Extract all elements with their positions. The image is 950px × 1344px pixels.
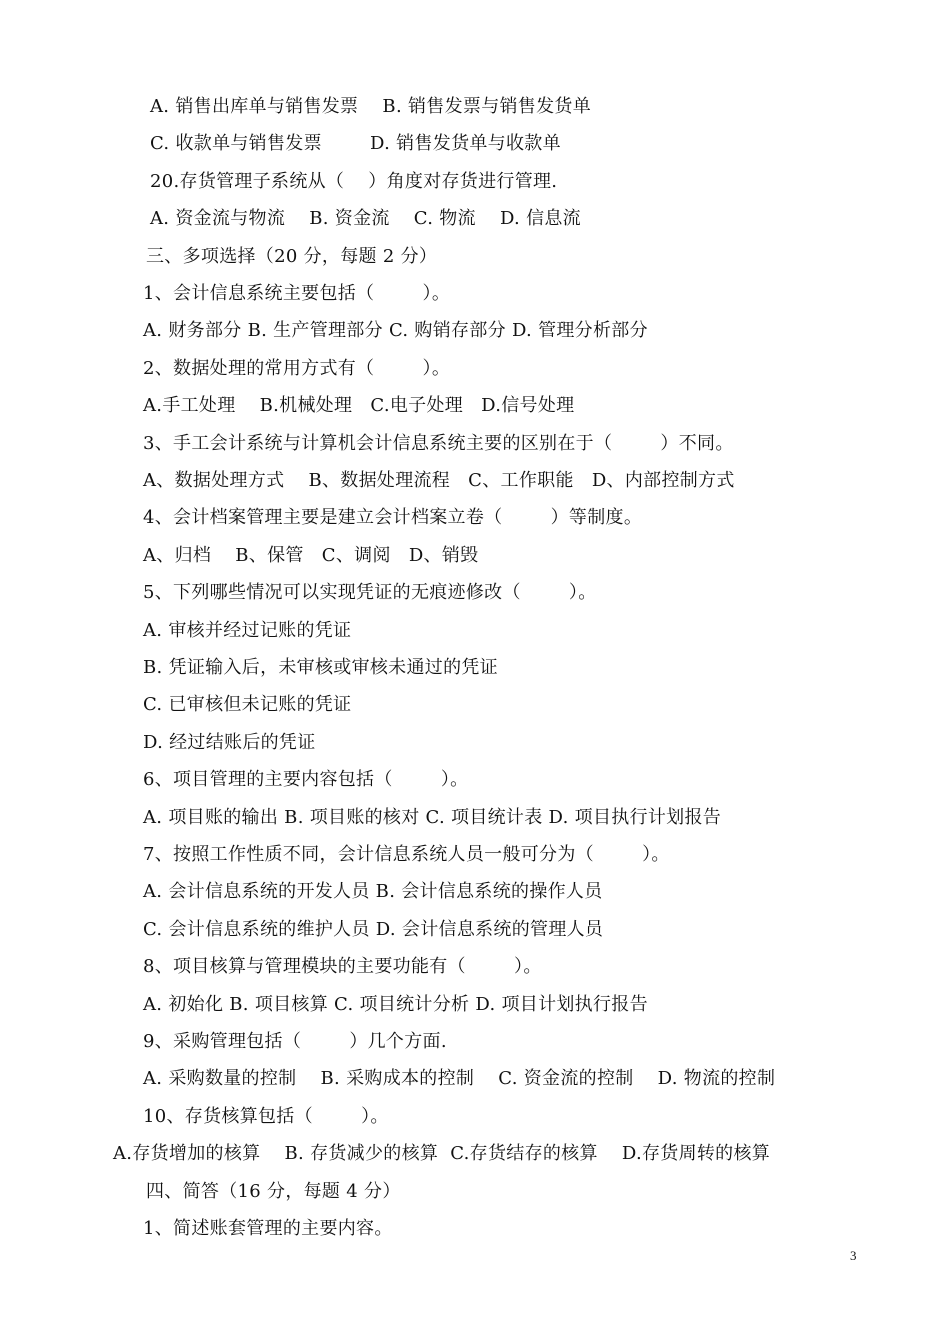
options-text: A、数据处理方式 B、数据处理流程 C、工作职能 D、内部控制方式	[143, 470, 735, 491]
options-text: A. 项目账的输出 B. 项目账的核对 C. 项目统计表 D. 项目执行计划报告	[143, 807, 722, 828]
section-heading: 四、简答（16 分，每题 4 分）	[146, 1181, 401, 1202]
question-text: 8、项目核算与管理模块的主要功能有（ ）。	[143, 956, 542, 977]
options-text: A.存货增加的核算 B. 存货减少的核算 C.存货结存的核算 D.存货周转的核算	[113, 1143, 771, 1164]
options-text: A.手工处理 B.机械处理 C.电子处理 D.信号处理	[143, 395, 575, 416]
question-text: 1、简述账套管理的主要内容。	[143, 1218, 393, 1239]
options-text: A. 审核并经过记账的凭证	[143, 620, 352, 641]
options-text: A. 财务部分 B. 生产管理部分 C. 购销存部分 D. 管理分析部分	[143, 320, 648, 341]
options-text: D. 经过结账后的凭证	[143, 732, 316, 753]
options-text: C. 会计信息系统的维护人员 D. 会计信息系统的管理人员	[143, 919, 604, 940]
question-text: 5、下列哪些情况可以实现凭证的无痕迹修改（ ）。	[143, 582, 597, 603]
options-text: B. 凭证输入后，未审核或审核未通过的凭证	[143, 657, 498, 678]
question-text: 4、会计档案管理主要是建立会计档案立卷（ ）等制度。	[143, 507, 643, 528]
question-text: 1、会计信息系统主要包括（ ）。	[143, 283, 451, 304]
options-text: C. 已审核但未记账的凭证	[143, 694, 352, 715]
options-text: A. 初始化 B. 项目核算 C. 项目统计分析 D. 项目计划执行报告	[143, 994, 648, 1015]
text-line: A. 资金流与物流 B. 资金流 C. 物流 D. 信息流	[150, 208, 581, 229]
options-text: A. 会计信息系统的开发人员 B. 会计信息系统的操作人员	[143, 881, 603, 902]
section-heading: 三、多项选择（20 分，每题 2 分）	[146, 246, 438, 267]
page-number: 3	[850, 1248, 857, 1263]
question-text: 2、数据处理的常用方式有（ ）。	[143, 358, 451, 379]
question-text: 9、采购管理包括（ ）几个方面.	[143, 1031, 447, 1052]
text-line: 20.存货管理子系统从（ ）角度对存货进行管理.	[150, 171, 558, 192]
text-line: A. 销售出库单与销售发票 B. 销售发票与销售发货单	[150, 96, 591, 117]
options-text: A. 采购数量的控制 B. 采购成本的控制 C. 资金流的控制 D. 物流的控制	[143, 1068, 776, 1089]
options-text: A、归档 B、保管 C、调阅 D、销毁	[143, 545, 479, 566]
question-text: 7、按照工作性质不同，会计信息系统人员一般可分为（ ）。	[143, 844, 670, 865]
question-text: 10、存货核算包括（ ）。	[143, 1106, 389, 1127]
question-text: 3、手工会计系统与计算机会计信息系统主要的区别在于（ ）不同。	[143, 433, 734, 454]
text-line: C. 收款单与销售发票 D. 销售发货单与收款单	[150, 133, 561, 154]
question-text: 6、项目管理的主要内容包括（ ）。	[143, 769, 469, 790]
